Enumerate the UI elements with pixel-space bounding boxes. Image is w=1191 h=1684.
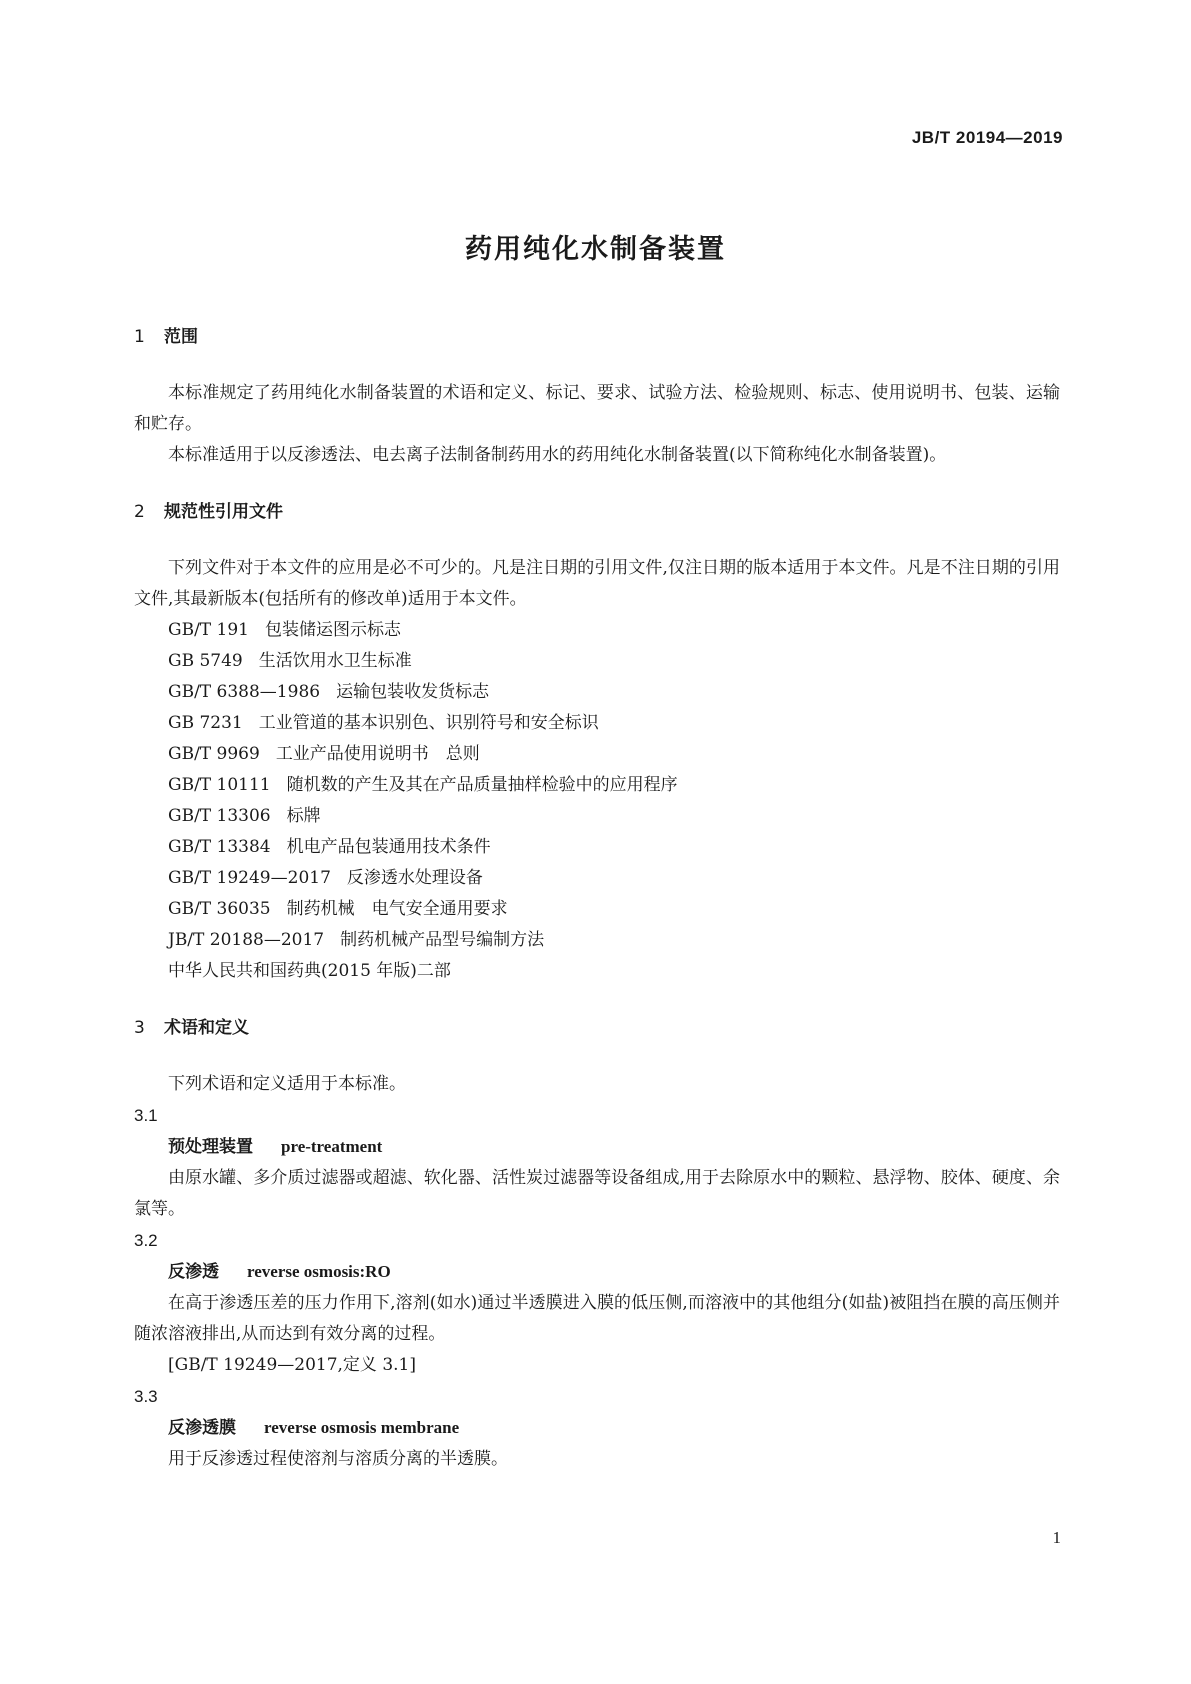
clause-number: 3.1	[134, 1106, 158, 1125]
reference-code: GB 5749	[168, 651, 243, 671]
section-title: 规范性引用文件	[164, 502, 283, 522]
reference-item-pharmacopoeia: 中华人民共和国药典(2015 年版)二部	[168, 961, 451, 981]
reference-item	[134, 894, 1060, 925]
term-english: pre-treatment	[281, 1137, 383, 1156]
term-definition: 在高于渗透压差的压力作用下,溶剂(如水)通过半透膜进入膜的低压侧,而溶液中的其他组分(如盐)被阻挡在膜的高压侧并随浓溶液排出,从而达到有效分离的过程。	[134, 1293, 1060, 1344]
section-number: 2	[134, 502, 145, 522]
section-number: 1	[134, 327, 145, 347]
reference-title: 随机数的产生及其在产品质量抽样检验中的应用程序	[286, 775, 678, 795]
reference-title: 工业管道的基本识别色、识别符号和安全标识	[258, 713, 599, 733]
reference-title: 标牌	[286, 806, 321, 826]
paragraph: 本标准适用于以反渗透法、电去离子法制备制药用水的药用纯化水制备装置(以下简称纯化水制备装置)。	[168, 445, 947, 465]
reference-code: GB/T 10111	[168, 775, 271, 795]
clause-number: 3.2	[134, 1231, 158, 1250]
reference-code: GB/T 191	[168, 620, 249, 640]
section-heading-terms-definitions	[134, 1013, 1060, 1043]
paragraph: 下列术语和定义适用于本标准。	[168, 1074, 406, 1094]
term-chinese: 预处理装置	[168, 1137, 253, 1157]
term-source: [GB/T 19249—2017,定义 3.1]	[168, 1355, 416, 1375]
section-title: 术语和定义	[164, 1018, 249, 1038]
clause-number: 3.3	[134, 1387, 158, 1406]
paragraph: 下列文件对于本文件的应用是必不可少的。凡是注日期的引用文件,仅注日期的版本适用于本文件。凡是不注日期的引用文件,其最新版本(包括所有的修改单)适用于本文件。	[134, 558, 1060, 609]
reference-item	[134, 708, 1060, 739]
reference-title: 包装储运图示标志	[265, 620, 401, 640]
section-heading-scope	[134, 322, 1060, 352]
term-entry	[134, 1412, 1060, 1444]
term-entry	[134, 1256, 1060, 1288]
document-title: 药用纯化水制备装置	[465, 234, 726, 265]
term-english: reverse osmosis:RO	[247, 1262, 391, 1281]
reference-title: 运输包装收发货标志	[336, 682, 490, 702]
reference-code: GB/T 9969	[168, 744, 260, 764]
term-chinese: 反渗透膜	[168, 1418, 236, 1438]
reference-item	[134, 863, 1060, 894]
reference-item	[134, 801, 1060, 832]
reference-title: 制药机械产品型号编制方法	[340, 930, 545, 950]
section-number: 3	[134, 1018, 145, 1038]
section-title: 范围	[164, 327, 198, 347]
paragraph: 本标准规定了药用纯化水制备装置的术语和定义、标记、要求、试验方法、检验规则、标志、使用说明书、包装、运输和贮存。	[134, 383, 1060, 434]
document-body	[134, 322, 1060, 1475]
reference-code: GB 7231	[168, 713, 243, 733]
section-heading-normative-references	[134, 497, 1060, 527]
reference-code: GB/T 13306	[168, 806, 271, 826]
reference-item	[134, 770, 1060, 801]
term-definition: 用于反渗透过程使溶剂与溶质分离的半透膜。	[168, 1449, 508, 1469]
reference-item	[134, 739, 1060, 770]
reference-code: JB/T 20188—2017	[168, 930, 325, 950]
reference-title: 反渗透水处理设备	[346, 868, 483, 888]
reference-code: GB/T 19249—2017	[168, 868, 331, 888]
term-english: reverse osmosis membrane	[264, 1418, 460, 1437]
standard-code: JB/T 20194—2019	[911, 128, 1063, 147]
reference-title: 工业产品使用说明书 总则	[275, 744, 480, 764]
reference-item	[134, 925, 1060, 956]
reference-title: 机电产品包装通用技术条件	[286, 837, 491, 857]
term-definition: 由原水罐、多介质过滤器或超滤、软化器、活性炭过滤器等设备组成,用于去除原水中的颗粒、悬浮物、胶体、硬度、余氯等。	[134, 1168, 1060, 1219]
reference-title: 制药机械 电气安全通用要求	[286, 899, 508, 919]
page-number: 1	[1052, 1528, 1061, 1547]
term-chinese: 反渗透	[168, 1262, 219, 1282]
reference-code: GB/T 6388—1986	[168, 682, 321, 702]
reference-code: GB/T 13384	[168, 837, 271, 857]
reference-title: 生活饮用水卫生标准	[258, 651, 412, 671]
reference-item	[134, 646, 1060, 677]
reference-item	[134, 832, 1060, 863]
term-entry	[134, 1131, 1060, 1163]
reference-item	[134, 615, 1060, 646]
reference-code: GB/T 36035	[168, 899, 271, 919]
reference-item	[134, 677, 1060, 708]
